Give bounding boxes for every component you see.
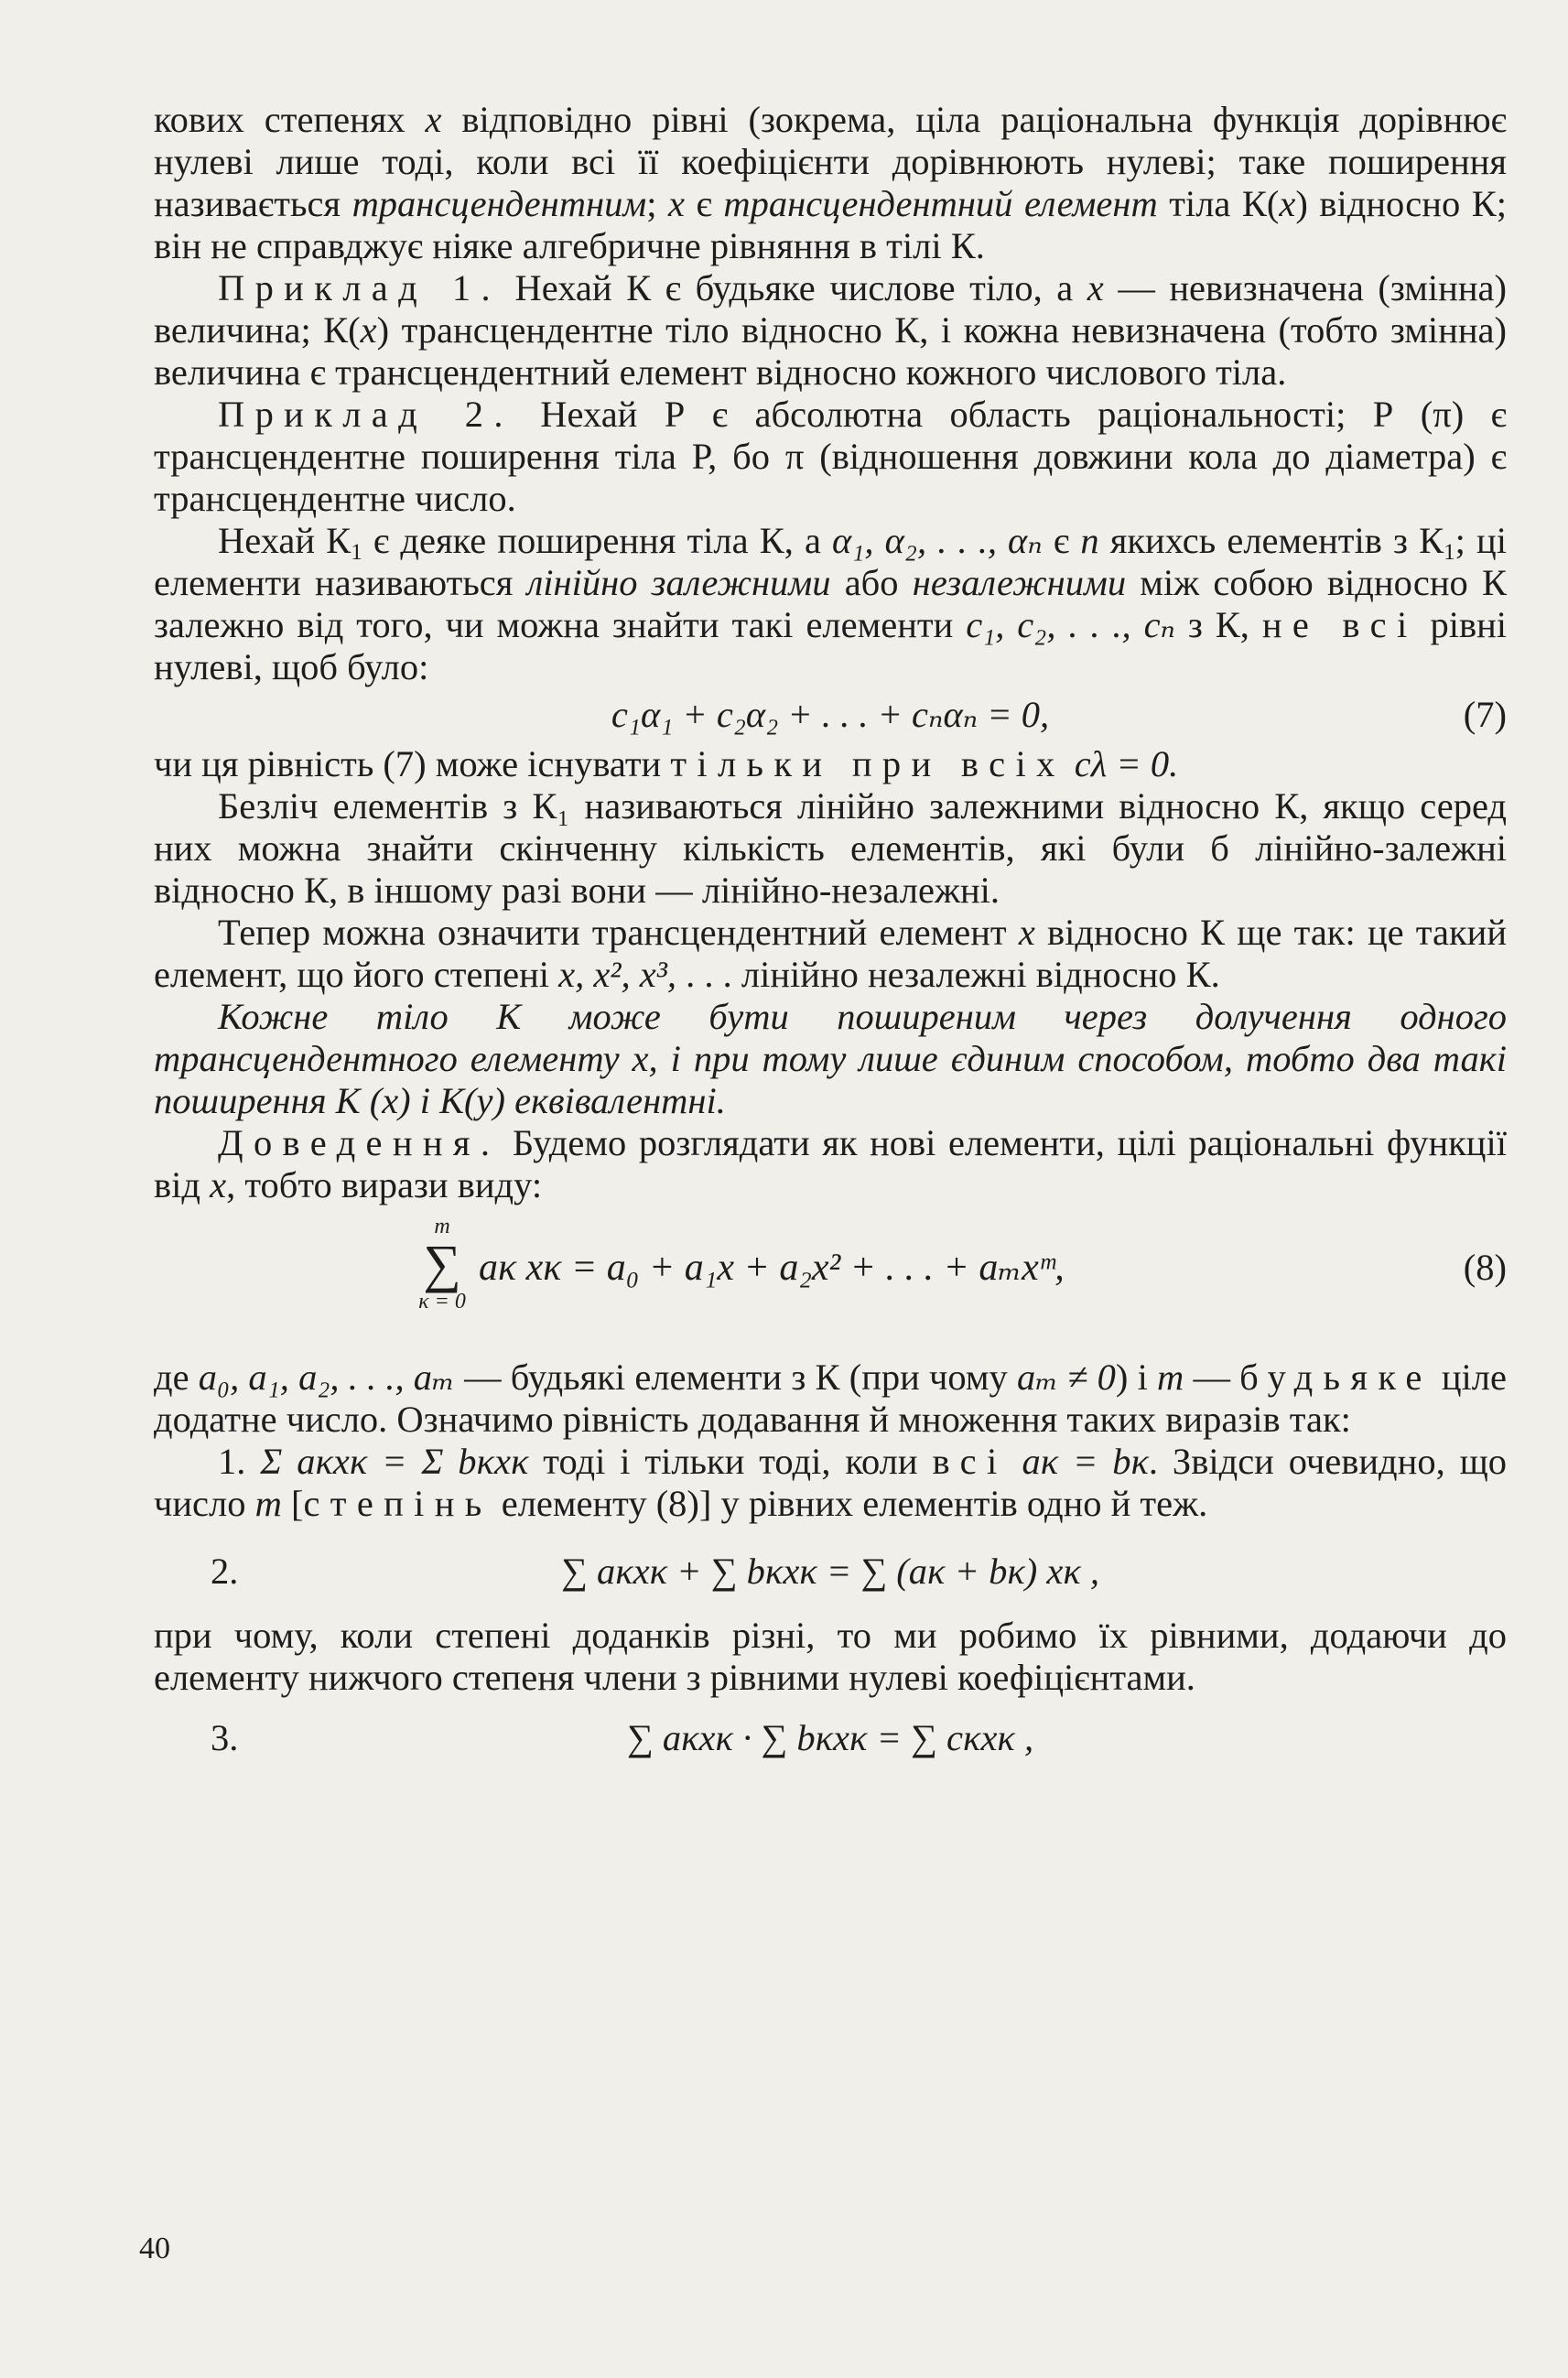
example-1: Приклад 1. Нехай К є будьяке числове тіло, а x — невизначена (змінна) величина; К(x) трансцендентне тіло відносно К, і кожна невизначена (тобто змінна) величина є трансцендентний елемент відносно кожного числового тіла. — [154, 267, 1507, 393]
sigma-icon: ∑ — [423, 1234, 461, 1293]
rule-3-expression: ∑ aκxκ · ∑ bκxκ = ∑ cκxκ , — [626, 1717, 1034, 1758]
example-2: Приклад 2. Нехай Р є абсолютна область раціональності; Р (π) є трансцендентне поширення тіла Р, бо π (відношення довжини кола до діаметра) є трансцендентне число. — [154, 394, 1507, 519]
rule-2-label: 2. — [211, 1551, 239, 1592]
rule-3-label: 3. — [211, 1717, 239, 1758]
equation-8-expression: aκ xκ = a₀ + a₁x + a₂x² + . . . + aₘxᵐ, — [479, 1247, 1065, 1289]
after-equation-7: чи ця рівність (7) може існувати тільки при всіх cλ = 0. — [154, 743, 1179, 784]
rule-2 — [154, 1530, 1507, 1615]
equation-7-number: (7) — [1463, 694, 1507, 735]
infinite-set-paragraph: Безліч елементів з К₁ називаються лінійно залежними відносно К, якщо серед них можна знайти скінченну кількість елементів, які були б лінійно-залежні відносно К, в іншому разі вони — лінійно-незалежні. — [154, 785, 1507, 911]
transcendental-definition: Тепер можна означити трансцендентний елемент x відносно К ще так: це такий елемент, що його степені x, x², x³, . . . лінійно незалежні відносно К. — [154, 912, 1507, 995]
page-number: 40 — [139, 2232, 170, 2265]
after-rule-2: при чому, коли степені доданків різні, то ми робимо їх рівними, додаючи до елементу нижчого степеня члени з рівними нулеві коефіцієнтами. — [154, 1615, 1507, 1698]
equation-8 — [154, 1216, 1507, 1335]
rule-3 — [154, 1704, 1507, 1774]
proof-intro: Доведення. Будемо розглядати як нові елементи, цілі раціональні функції від x, тобто вирази виду: — [154, 1122, 1507, 1205]
paragraph-continuation: кових степенях x відповідно рівні (зокрема, ціла раціональна функція дорівнює нулеві лише тоді, коли всі її коефіцієнти дорівнюють нулеві; таке поширення називається трансцендентним; x є трансцендентний елемент тіла К(x) відносно К; він не справджує ніяке алгебричне рівняння в тілі К. — [154, 99, 1507, 266]
sum-upper-limit: m — [434, 1215, 450, 1238]
rule-1: 1. Σ aκxκ = Σ bκxκ тоді і тільки тоді, коли всі aκ = bκ. Звідси очевидно, що число m [степінь елементу (8)] у рівних елементів одно й теж. — [154, 1441, 1508, 1524]
linear-dependence-definition: Нехай $К_1$ є деяке поширення тіла К, а α₁, α₂, . . ., αₙ є n якихсь елементів з $К_1$; ці елементи називаються лінійно залежними або незалежними між собою відносно К залежно від того, чи можна знайти такі елементи c₁, c₂, . . ., cₙ з К, не всі рівні нулеві, щоб було: — [154, 520, 1508, 687]
theorem-statement: Кожне тіло К може бути поширеним через долучення одного трансцендентного елементу x, і при тому лише єдиним способом, тобто два такі поширення К (x) і К(y) еквівалентні. — [154, 996, 1507, 1121]
sum-lower-limit: κ = 0 — [418, 1290, 466, 1313]
equation-7 — [154, 688, 1507, 743]
rule-2-expression: ∑ aκxκ + ∑ bκxκ = ∑ (aκ + bκ) xκ , — [560, 1551, 1100, 1592]
text-column — [154, 99, 1507, 1774]
summation-symbol-block — [406, 1216, 479, 1313]
equation-7-expression: c₁α₁ + c₂α₂ + . . . + cₙαₙ = 0, — [611, 694, 1050, 735]
equation-8-number: (8) — [1463, 1247, 1507, 1288]
coefficients-paragraph: де a₀, a₁, a₂, . . ., aₘ — будьякі елементи з К (при чому aₘ ≠ 0) і m — будьяке ціле додатне число. Означимо рівність додавання й множення таких виразів так: — [154, 1357, 1507, 1440]
